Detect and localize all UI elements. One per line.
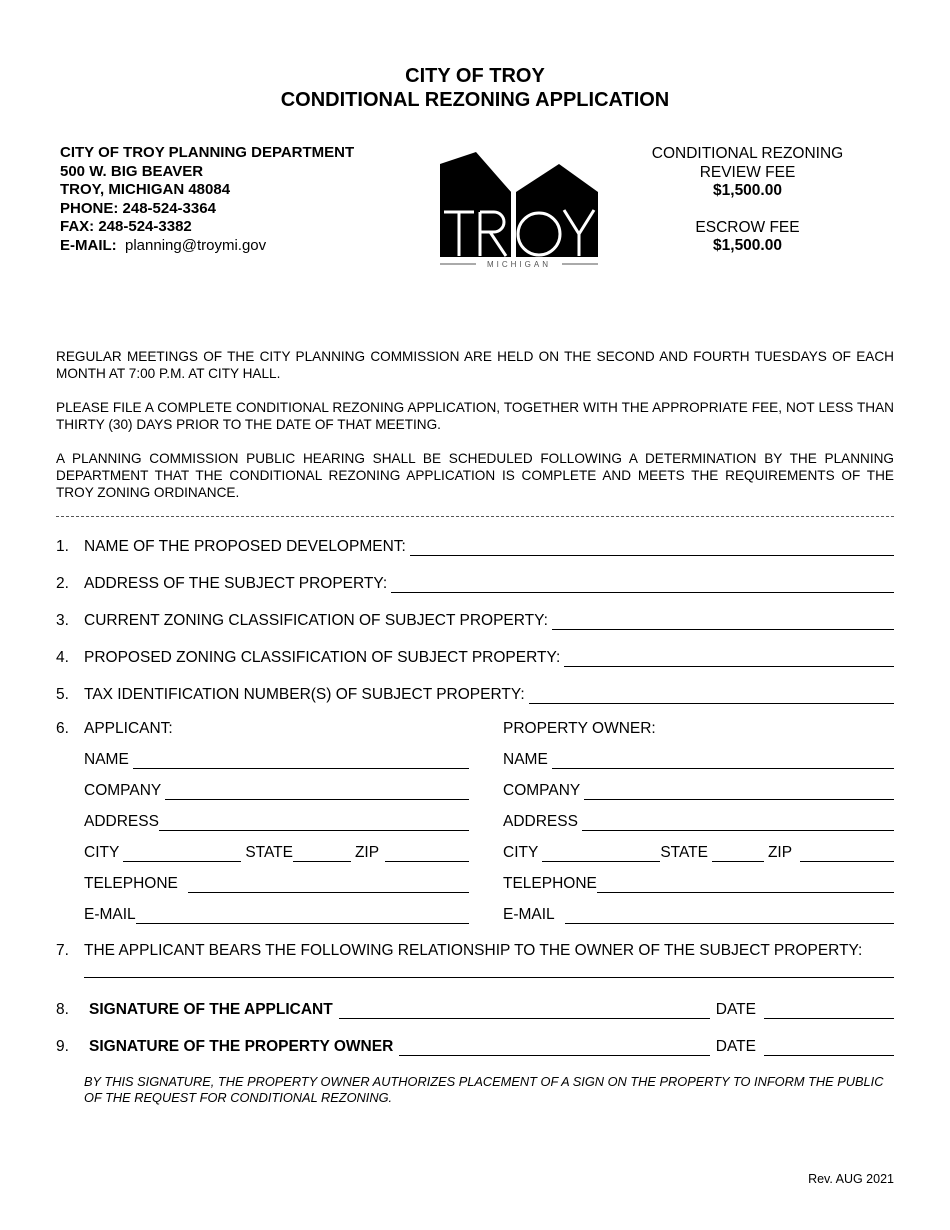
owner-address-row xyxy=(503,813,894,831)
city-state-zip: TROY, MICHIGAN 48084 xyxy=(60,181,231,198)
q6-number: 6. xyxy=(56,720,69,737)
owner-name-label: NAME xyxy=(503,751,548,768)
applicant-telephone-row xyxy=(84,875,469,893)
phone-number: PHONE: 248-524-3364 xyxy=(60,199,216,217)
applicant-company-row xyxy=(84,782,469,800)
owner-telephone-input[interactable] xyxy=(597,878,894,893)
review-fee-label-2: REVIEW FEE xyxy=(699,163,796,181)
owner-company-input[interactable] xyxy=(584,785,894,800)
applicant-state-input[interactable] xyxy=(293,847,351,862)
owner-city-input[interactable] xyxy=(542,847,660,862)
owner-telephone-label: TELEPHONE xyxy=(503,875,597,892)
hearing-info-paragraph: A PLANNING COMMISSION PUBLIC HEARING SHALL BE SCHEDULED FOLLOWING A DETERMINATION BY THE PLANNING DEPARTMENT THAT THE CONDITIONAL REZONING APPLICATION IS COMPLETE AND MEETS THE REQUIREMENTS OF THE TROY ZONING ORDINANCE. xyxy=(56,451,894,500)
email-label: E-MAIL: xyxy=(60,236,117,254)
q1-row xyxy=(84,538,894,556)
sign-authorization-note: BY THIS SIGNATURE, THE PROPERTY OWNER AUTHORIZES PLACEMENT OF A SIGN ON THE PROPERTY TO INFORM THE PUBLIC OF THE REQUEST FOR CONDITIONAL REZONING. xyxy=(84,1074,884,1105)
q3-label: CURRENT ZONING CLASSIFICATION OF SUBJECT PROPERTY: xyxy=(84,612,548,629)
contact-block xyxy=(60,144,354,255)
proposed-zoning-input[interactable] xyxy=(564,652,894,667)
owner-email-label: E-MAIL xyxy=(503,906,555,923)
q7-number: 7. xyxy=(56,942,69,959)
troy-logo xyxy=(436,152,602,270)
logo-subtitle: MICHIGAN xyxy=(487,260,551,269)
applicant-name-row xyxy=(84,751,469,769)
owner-name-input[interactable] xyxy=(552,754,894,769)
review-fee-label-1: CONDITIONAL REZONING xyxy=(651,145,844,162)
owner-email-row xyxy=(503,906,894,924)
escrow-fee-label: ESCROW FEE xyxy=(695,218,800,236)
page-title: CITY OF TROY xyxy=(405,65,545,87)
owner-address-input[interactable] xyxy=(582,816,894,831)
applicant-company-input[interactable] xyxy=(165,785,469,800)
property-address-input[interactable] xyxy=(391,578,894,593)
q5-number: 5. xyxy=(56,686,69,703)
current-zoning-input[interactable] xyxy=(552,615,894,630)
applicant-city-row xyxy=(84,844,469,862)
q4-number: 4. xyxy=(56,649,69,666)
applicant-address-label: ADDRESS xyxy=(84,813,159,830)
q5-row xyxy=(84,686,894,704)
owner-company-label: COMPANY xyxy=(503,782,581,799)
q9-number: 9. xyxy=(56,1038,69,1055)
owner-telephone-row xyxy=(503,875,894,893)
owner-state-input[interactable] xyxy=(712,847,764,862)
owner-state-label: STATE xyxy=(660,844,708,861)
relationship-input[interactable] xyxy=(84,977,894,978)
development-name-input[interactable] xyxy=(410,541,894,556)
applicant-state-label: STATE xyxy=(245,844,293,861)
fax-number: FAX: 248-524-3382 xyxy=(60,218,192,235)
page-subtitle: CONDITIONAL REZONING APPLICATION xyxy=(280,89,670,111)
q5-label: TAX IDENTIFICATION NUMBER(S) OF SUBJECT PROPERTY: xyxy=(84,686,525,703)
owner-date-label: DATE xyxy=(715,1038,756,1055)
owner-address-label: ADDRESS xyxy=(503,813,578,830)
applicant-zip-label: ZIP xyxy=(354,844,380,861)
applicant-email-input[interactable] xyxy=(136,909,469,924)
applicant-name-input[interactable] xyxy=(133,754,469,769)
q1-number: 1. xyxy=(56,538,69,555)
applicant-name-label: NAME xyxy=(84,751,129,768)
q1-label: NAME OF THE PROPOSED DEVELOPMENT: xyxy=(84,538,406,555)
owner-city-row xyxy=(503,844,894,862)
applicant-city-input[interactable] xyxy=(123,847,241,862)
escrow-fee-amount: $1,500.00 xyxy=(713,237,782,254)
dashed-divider xyxy=(56,516,894,517)
q2-label: ADDRESS OF THE SUBJECT PROPERTY: xyxy=(84,575,388,592)
owner-signature-label: SIGNATURE OF THE PROPERTY OWNER xyxy=(89,1038,394,1055)
q9-row xyxy=(89,1038,894,1056)
applicant-email-label: E-MAIL xyxy=(84,906,136,923)
applicant-signature-label: SIGNATURE OF THE APPLICANT xyxy=(89,1001,333,1018)
applicant-address-row xyxy=(84,813,469,831)
q7-label: THE APPLICANT BEARS THE FOLLOWING RELATIONSHIP TO THE OWNER OF THE SUBJECT PROPERTY: xyxy=(84,942,863,959)
applicant-company-label: COMPANY xyxy=(84,782,162,799)
q2-row xyxy=(84,575,894,593)
owner-zip-input[interactable] xyxy=(800,847,894,862)
applicant-telephone-label: TELEPHONE xyxy=(84,875,178,892)
applicant-signature-input[interactable] xyxy=(339,1004,710,1019)
owner-date-input[interactable] xyxy=(764,1041,894,1056)
q4-row xyxy=(84,649,894,667)
applicant-date-input[interactable] xyxy=(764,1004,894,1019)
owner-company-row xyxy=(503,782,894,800)
revision-label: Rev. AUG 2021 xyxy=(808,1172,894,1186)
applicant-zip-input[interactable] xyxy=(385,847,469,862)
applicant-telephone-input[interactable] xyxy=(188,878,469,893)
email-link[interactable]: planning@troymi.gov xyxy=(125,236,267,254)
q3-number: 3. xyxy=(56,612,69,629)
q3-row xyxy=(84,612,894,630)
review-fee-amount: $1,500.00 xyxy=(713,182,782,199)
applicant-heading: APPLICANT: xyxy=(84,720,173,737)
filing-info-paragraph: PLEASE FILE A COMPLETE CONDITIONAL REZONING APPLICATION, TOGETHER WITH THE APPROPRIATE FEE, NOT LESS THAN THIRTY (30) DAYS PRIOR TO THE DATE OF THAT MEETING. xyxy=(56,400,894,432)
q8-number: 8. xyxy=(56,1001,69,1018)
owner-name-row xyxy=(503,751,894,769)
q8-row xyxy=(89,1001,894,1019)
meeting-info-paragraph: REGULAR MEETINGS OF THE CITY PLANNING COMMISSION ARE HELD ON THE SECOND AND FOURTH TUESDAYS OF EACH MONTH AT 7:00 P.M. AT CITY HALL. xyxy=(56,349,894,381)
fees-block xyxy=(640,145,855,256)
owner-zip-label: ZIP xyxy=(767,844,793,861)
street-address: 500 W. BIG BEAVER xyxy=(60,162,204,180)
owner-city-label: CITY xyxy=(503,844,539,861)
applicant-address-input[interactable] xyxy=(159,816,469,831)
q4-label: PROPOSED ZONING CLASSIFICATION OF SUBJECT PROPERTY: xyxy=(84,649,561,666)
dept-name: CITY OF TROY PLANNING DEPARTMENT xyxy=(60,144,355,161)
owner-signature-input[interactable] xyxy=(399,1041,710,1056)
owner-email-input[interactable] xyxy=(565,909,894,924)
tax-id-input[interactable] xyxy=(529,689,894,704)
q2-number: 2. xyxy=(56,575,69,592)
applicant-email-row xyxy=(84,906,469,924)
applicant-city-label: CITY xyxy=(84,844,120,861)
applicant-date-label: DATE xyxy=(715,1001,756,1018)
owner-heading: PROPERTY OWNER: xyxy=(503,720,656,737)
